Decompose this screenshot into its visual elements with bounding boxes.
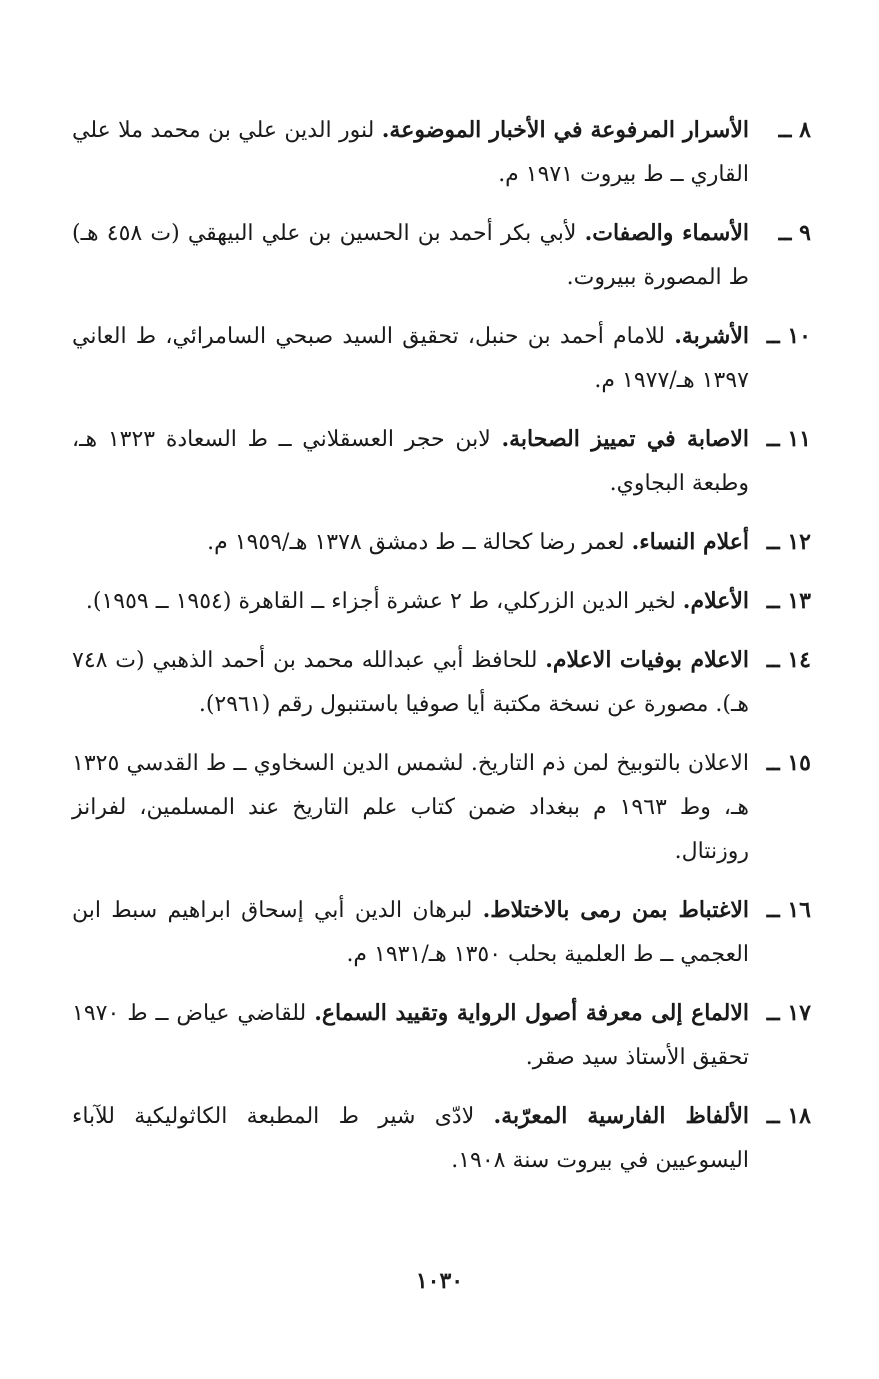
- bibliography-entry-12: [72, 520, 811, 565]
- entry-title: الاغتباط بمن رمى بالاختلاط.: [482, 897, 749, 923]
- entry-number: ١٢ ــ: [766, 529, 811, 555]
- entry-details: للقاضي عياض ــ ط ١٩٧٠ تحقيق الأستاذ سيد صقر.: [72, 1001, 749, 1070]
- entry-title: الالماع إلى معرفة أصول الرواية وتقييد السماع.: [314, 1000, 749, 1026]
- bibliography-entry-15: [72, 741, 811, 874]
- bibliography-entry-14: [72, 638, 811, 727]
- entry-number: ١٧ ــ: [766, 1000, 811, 1026]
- page-number: ١٠٣٠: [415, 1268, 464, 1294]
- bibliography-entry-13: [72, 579, 811, 624]
- entry-details: لنور الدين علي بن محمد ملا علي القاري ــ ط بيروت ١٩٧١ م.: [72, 118, 749, 187]
- entry-number: ١٨ ــ: [766, 1103, 811, 1129]
- bibliography-list: [72, 108, 811, 1197]
- entry-details: للامام أحمد بن حنبل، تحقيق السيد صبحي السامرائي، ط العاني ١٣٩٧ هـ/١٩٧٧ م.: [72, 324, 749, 393]
- entry-title: أعلام النساء.: [631, 529, 749, 555]
- entry-details: لعمر رضا كحالة ــ ط دمشق ١٣٧٨ هـ/١٩٥٩ م.: [207, 530, 632, 555]
- entry-number: ١٤ ــ: [766, 647, 811, 673]
- bibliography-entry-8: [72, 108, 811, 197]
- entry-details: لادّى شير ط المطبعة الكاثوليكية للآباء اليسوعيين في بيروت سنة ١٩٠٨.: [72, 1104, 749, 1173]
- bibliography-entry-11: [72, 417, 811, 506]
- entry-details: للحافظ أبي عبدالله محمد بن أحمد الذهبي (ت ٧٤٨ هـ). مصورة عن نسخة مكتبة أيا صوفيا باستنبول رقم (٢٩٦١).: [72, 648, 749, 717]
- entry-number: ١٥ ــ: [766, 750, 811, 776]
- entry-title: الأشربة.: [674, 323, 749, 349]
- bibliography-entry-9: [72, 211, 811, 300]
- entry-number: ٨ ــ: [778, 117, 811, 143]
- entry-details: لبرهان الدين أبي إسحاق ابراهيم سبط ابن العجمي ــ ط العلمية بحلب ١٣٥٠ هـ/١٩٣١ م.: [72, 898, 749, 967]
- entry-number: ١٣ ــ: [766, 588, 811, 614]
- entry-number: ١٠ ــ: [766, 323, 811, 349]
- entry-number: ١١ ــ: [766, 426, 811, 452]
- entry-title: الاصابة في تمييز الصحابة.: [501, 426, 750, 452]
- bibliography-entry-10: [72, 314, 811, 403]
- bibliography-entry-18: [72, 1094, 811, 1183]
- entry-title: الأسرار المرفوعة في الأخبار الموضوعة.: [381, 117, 750, 143]
- entry-details: الاعلان بالتوبيخ لمن ذم التاريخ. لشمس الدين السخاوي ــ ط القدسي ١٣٢٥ هـ، وط ١٩٦٣ م ببغداد ضمن كتاب علم التاريخ عند المسلمين، لفرانز روزنتال.: [72, 751, 749, 864]
- entry-details: لابن حجر العسقلاني ــ ط السعادة ١٣٢٣ هـ، وطبعة البجاوي.: [72, 427, 749, 496]
- entry-details: لخير الدين الزركلي، ط ٢ عشرة أجزاء ــ القاهرة (١٩٥٤ ــ ١٩٥٩).: [85, 589, 683, 614]
- bibliography-entry-17: [72, 991, 811, 1080]
- entry-number: ١٦ ــ: [766, 897, 811, 923]
- entry-details: لأبي بكر أحمد بن الحسين بن علي البيهقي (ت ٤٥٨ هـ) ط المصورة ببيروت.: [72, 221, 749, 290]
- entry-title: الأسماء والصفات.: [584, 220, 749, 246]
- entry-title: الأعلام.: [682, 588, 749, 614]
- bibliography-entry-16: [72, 888, 811, 977]
- entry-title: الاعلام بوفيات الاعلام.: [545, 647, 750, 673]
- entry-title: الألفاظ الفارسية المعرّبة.: [493, 1103, 749, 1129]
- entry-number: ٩ ــ: [778, 220, 811, 246]
